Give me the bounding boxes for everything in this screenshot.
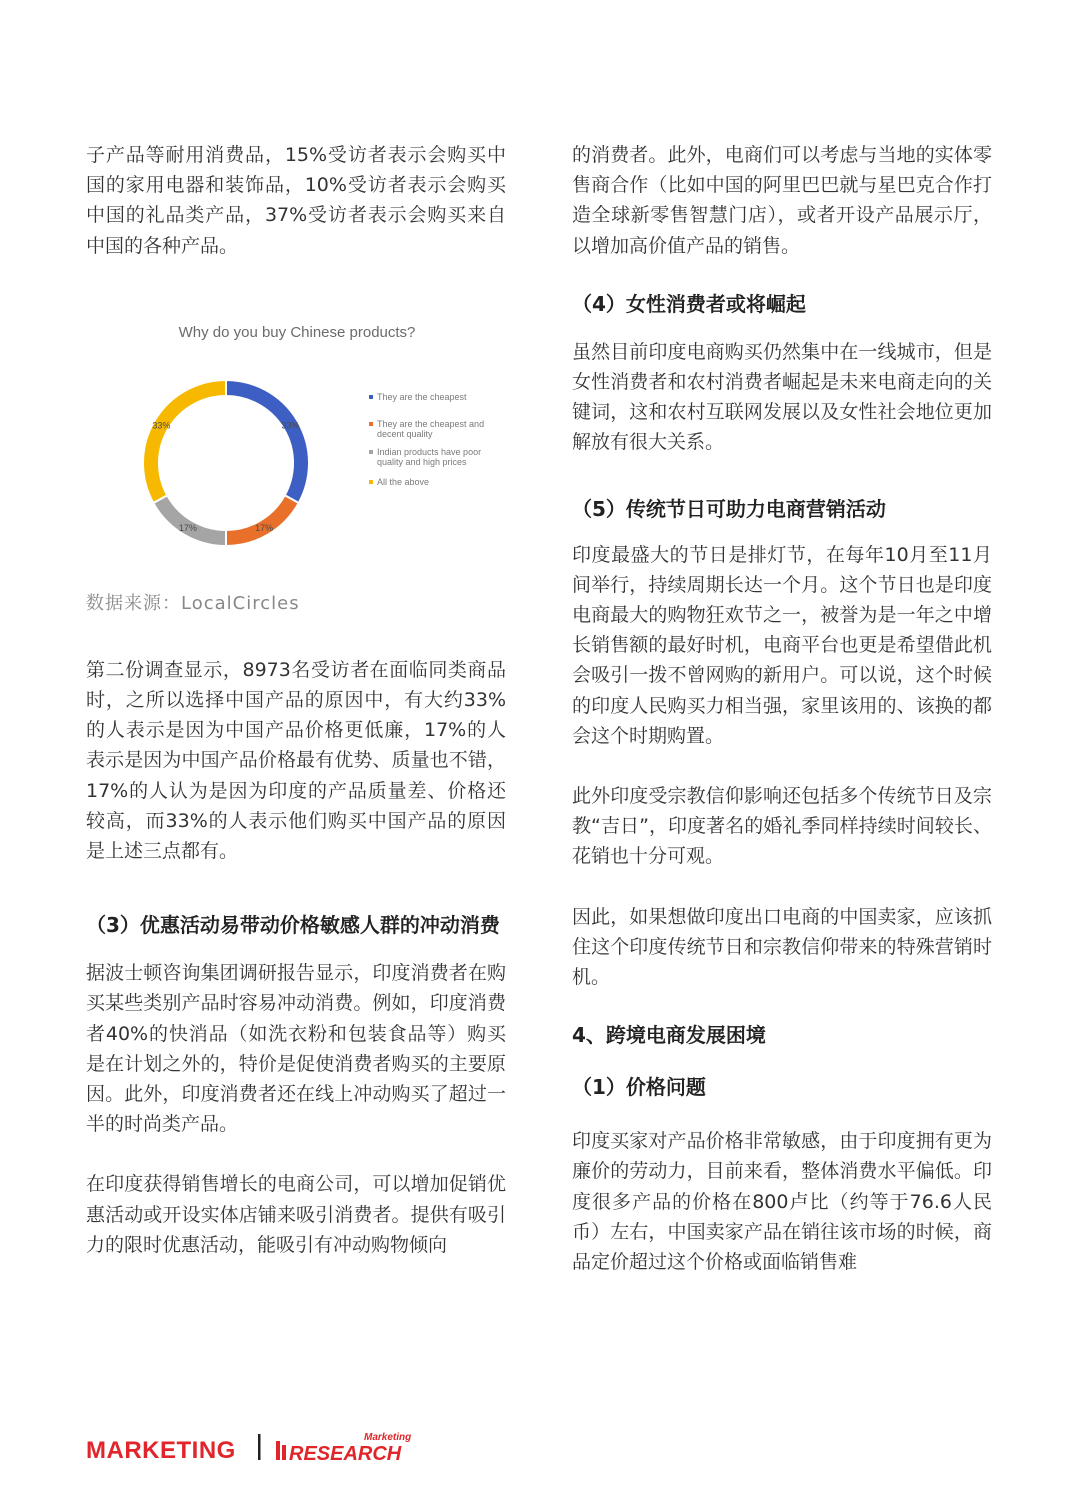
legend-label-3: quality and high prices [377, 456, 467, 467]
logo-divider [258, 1434, 261, 1460]
right-paragraph-4: 此外印度受宗教信仰影响还包括多个传统节日及宗教“吉日”，印度著名的婚礼季同样持续时间较长、花销也十分可观。 [572, 785, 992, 868]
left-paragraph-1: 子产品等耐用消费品，15%受访者表示会购买中国的家用电器和装饰品，10%受访者表示会购买中国的礼品类产品，37%受访者表示会购买来自中国的各种产品。 [86, 144, 506, 257]
data-source-note: 数据来源：LocalCircles [86, 592, 300, 614]
research-logo-small: Marketing [364, 1432, 412, 1443]
donut-slice-3 [153, 495, 226, 546]
right-paragraph-2: 虽然目前印度电商购买仍然集中在一线城市，但是女性消费者和农村消费者崛起是未来电商走向的关键词，这和农村互联网发展以及女性社会地位更加解放有很大关系。 [572, 340, 992, 454]
legend-marker-2 [369, 422, 373, 426]
legend-marker-1 [369, 395, 373, 399]
slice-data-label-2: 17% [255, 522, 274, 533]
section-heading-main-4: 4、跨境电商发展困境 [572, 1023, 766, 1048]
left-paragraph-2: 第二份调查显示，8973名受访者在面临同类商品时，之所以选择中国产品的原因中，有大约33%的人表示是因为中国产品价格更低廉，17%的人表示是因为中国产品价格最有优势、质量也不错，17%的人认为是因为印度的产品质量差、价格还较高，而33%的人表示他们购买中国产品的原因是上述三点都有。 [86, 658, 506, 863]
logo-bar-1 [276, 1441, 280, 1460]
footer-logo-svg [86, 1428, 416, 1468]
footer-logo [86, 1428, 416, 1464]
donut-slice-1 [226, 380, 309, 503]
legend-label-1: They are the cheapest [377, 391, 467, 402]
right-paragraph-5: 因此，如果想做印度出口电商的中国卖家，应该抓住这个印度传统节日和宗教信仰带来的特殊营销时机。 [572, 905, 992, 989]
legend-label-2: They are the cheapest and [377, 418, 485, 429]
section-heading-price: （1）价格问题 [572, 1075, 706, 1100]
left-paragraph-4: 在印度获得销售增长的电商公司，可以增加促销优惠活动或开设实体店铺来吸引消费者。提供有吸引力的限时优惠活动，能吸引有冲动购物倾向 [86, 1173, 506, 1256]
slice-data-label-4: 33% [152, 420, 171, 431]
legend-label-3: Indian products have poor [377, 446, 482, 457]
legend-label-4: All the above [377, 476, 430, 487]
section-heading-5: （5）传统节日可助力电商营销活动 [572, 496, 886, 521]
donut-slice-2 [226, 495, 299, 546]
donut-chart [86, 305, 506, 575]
donut-slice-4 [143, 380, 226, 503]
marketing-logo: MARKETING [86, 1437, 236, 1464]
right-column [572, 140, 992, 1277]
section-heading-4: （4）女性消费者或将崛起 [572, 291, 806, 316]
right-paragraph-3: 印度最盛大的节日是排灯节，在每年10月至11月间举行，持续周期长达一个月。这个节日也是印度电商最大的购物狂欢节之一，被誉为是一年之中增长销售额的最好时机，电商平台也更是希望借此机会吸引一拨不曾网购的新用户。可以说，这个时候的印度人民购买力相当强，家里该用的、该换的都会这个时期购置。 [572, 543, 992, 747]
legend-label-2: decent quality [377, 428, 433, 439]
section-heading-3: （3）优惠活动易带动价格敏感人群的冲动消费 [86, 913, 500, 938]
slice-data-label-3: 17% [178, 522, 197, 533]
legend-marker-3 [369, 450, 373, 454]
legend-marker-4 [369, 480, 373, 484]
chart-title: Why do you buy Chinese products? [178, 323, 416, 341]
logo-bar-2 [282, 1445, 286, 1460]
left-paragraph-3: 据波士顿咨询集团调研报告显示，印度消费者在购买某些类别产品时容易冲动消费。例如，印度消费者40%的快消品（如洗衣粉和包装食品等）购买是在计划之外的，特价是促使消费者购买的主要原因。此外，印度消费者还在线上冲动购买了超过一半的时尚类产品。 [86, 962, 506, 1136]
donut-chart-svg [86, 305, 506, 575]
right-paragraph-6: 印度买家对产品价格非常敏感，由于印度拥有更为廉价的劳动力，目前来看，整体消费水平偏低。印度很多产品的价格在800卢比（约等于76.6人民币）左右，中国卖家产品在销往该市场的时候，商品定价超过这个价格或面临销售难 [572, 1130, 992, 1274]
right-paragraph-1: 的消费者。此外，电商们可以考虑与当地的实体零售商合作（比如中国的阿里巴巴就与星巴克合作打造全球新零售智慧门店），或者开设产品展示厅，以增加高价值产品的销售。 [572, 144, 992, 257]
slice-data-label-1: 33% [281, 420, 300, 431]
research-logo: RESEARCH [289, 1443, 402, 1465]
left-column [86, 140, 506, 1260]
